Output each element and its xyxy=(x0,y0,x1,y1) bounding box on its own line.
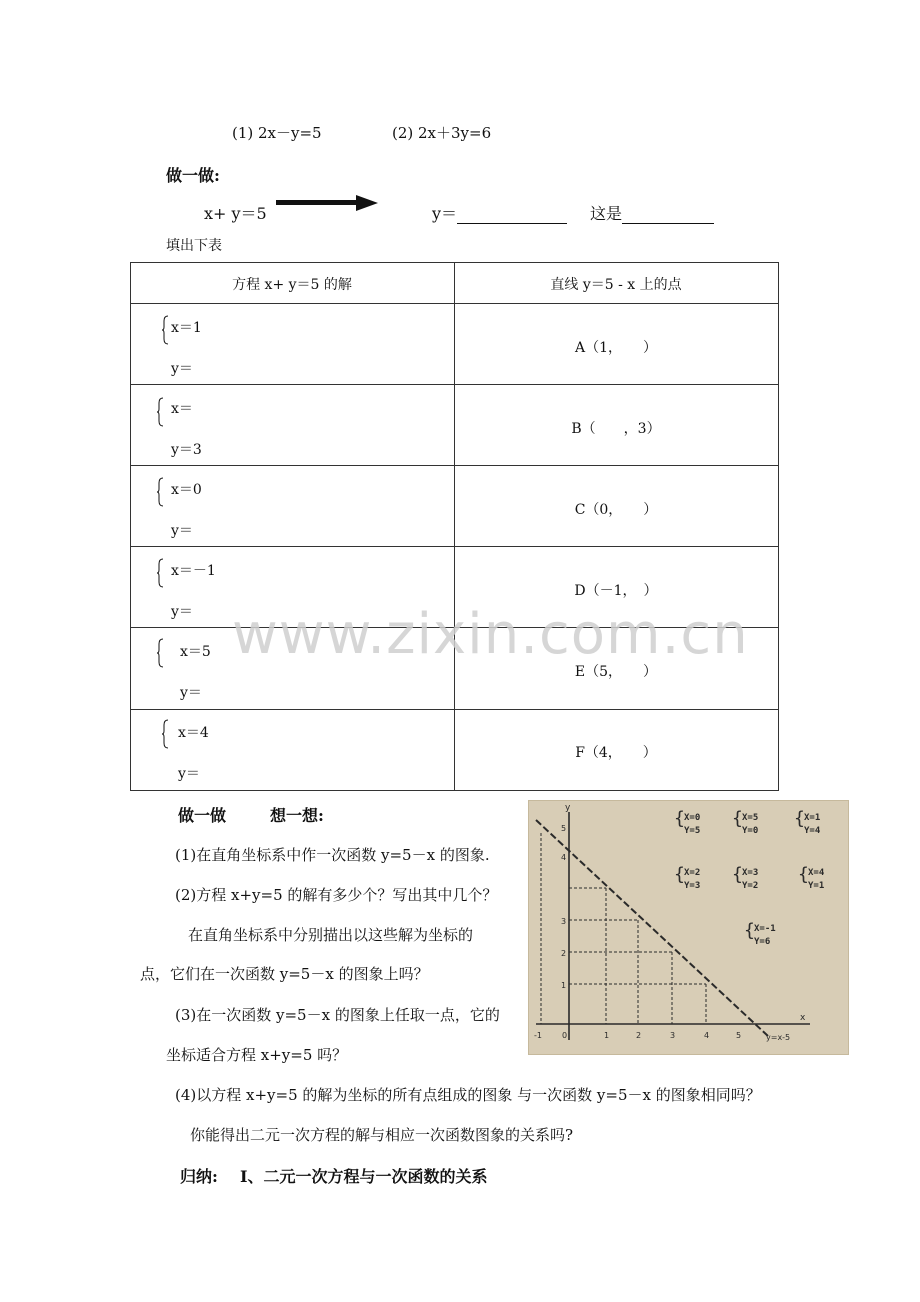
system-y: Y=3 xyxy=(684,881,701,891)
question-2b-line2: 点，它们在一次函数 y=5－x 的图象上吗？ xyxy=(140,965,429,983)
y-axis-label: y xyxy=(565,803,571,813)
point-b[interactable]: B（ ，3） xyxy=(571,421,661,437)
system-y: Y=1 xyxy=(808,881,825,891)
svg-text:{: { xyxy=(798,864,809,885)
line-label: y=x-5 xyxy=(766,1033,791,1042)
y-answer-blank[interactable] xyxy=(457,205,567,224)
equation-2: (2) 2x＋3y=6 xyxy=(392,124,492,142)
x-tick: 5 xyxy=(736,1031,742,1040)
question-1: (1)在直角坐标系中作一次函数 y=5－x 的图象. xyxy=(175,846,490,864)
point-f[interactable]: F（4， ） xyxy=(575,745,657,761)
system-x: X=2 xyxy=(684,868,701,878)
row6-y[interactable]: y＝ xyxy=(178,766,200,782)
summary-label: 归纳: xyxy=(180,1167,218,1186)
y-tick: 3 xyxy=(561,917,567,926)
svg-text:{: { xyxy=(744,920,755,941)
table-caption: 填出下表 xyxy=(166,238,222,254)
system-y: Y=5 xyxy=(684,826,701,836)
question-5: 你能得出二元一次方程的解与相应一次函数图象的关系吗? xyxy=(190,1126,574,1144)
system-x: X=1 xyxy=(804,813,821,823)
system-y: Y=4 xyxy=(804,826,821,836)
point-c[interactable]: C（0， ） xyxy=(574,502,658,518)
x-tick: 4 xyxy=(704,1031,710,1040)
row3-x: x＝0 xyxy=(171,482,202,498)
row2-y: y＝3 xyxy=(171,442,202,458)
point-a[interactable]: A（1， ） xyxy=(574,340,658,356)
y-prefix: y＝ xyxy=(432,204,458,223)
svg-text:{: { xyxy=(732,808,743,829)
left-brace-icon xyxy=(157,397,164,427)
equation-1: (1) 2x－y=5 xyxy=(232,124,322,142)
right-arrow-icon xyxy=(276,194,380,212)
left-brace-icon xyxy=(162,315,169,345)
row1-x: x＝1 xyxy=(171,320,202,336)
row5-x: x＝5 xyxy=(180,644,211,660)
x-tick: 3 xyxy=(670,1031,676,1040)
question-4: (4)以方程 x+y=5 的解为坐标的所有点组成的图象 与一次函数 y=5－x 的图象相同吗？ xyxy=(175,1086,761,1104)
point-d[interactable]: D（－1， ） xyxy=(574,583,658,599)
this-is-line xyxy=(590,201,714,224)
x-tick: -1 xyxy=(534,1031,542,1040)
graph-figure xyxy=(528,800,849,1055)
left-brace-icon xyxy=(157,638,164,668)
row3-y[interactable]: y＝ xyxy=(171,523,193,539)
this-is-blank[interactable] xyxy=(622,205,714,224)
row4-x: x＝－1 xyxy=(171,563,216,579)
do-it-heading: 做一做: xyxy=(166,166,220,185)
watermark: www.zixin.com.cn xyxy=(232,602,749,667)
svg-text:{: { xyxy=(794,808,805,829)
this-is-label: 这是 xyxy=(590,204,623,223)
y-tick: 4 xyxy=(561,853,567,862)
do-it-heading-2: 做一做 xyxy=(178,806,227,825)
system-y: Y=6 xyxy=(754,937,771,947)
solutions-table xyxy=(130,262,779,791)
y-tick: 1 xyxy=(561,981,567,990)
think-heading: 想一想: xyxy=(270,806,324,825)
row5-y[interactable]: y＝ xyxy=(180,685,202,701)
row1-y[interactable]: y＝ xyxy=(171,361,193,377)
question-3-line1: (3)在一次函数 y=5－x 的图象上任取一点，它的 xyxy=(175,1006,500,1024)
svg-text:{: { xyxy=(674,808,685,829)
x-tick: 2 xyxy=(636,1031,642,1040)
left-brace-icon xyxy=(157,558,164,588)
system-x: X=5 xyxy=(742,813,759,823)
x-axis-label: x xyxy=(800,1013,806,1023)
point-e[interactable]: E（5， ） xyxy=(574,664,658,680)
header-points: 直线 y＝5 - x 上的点 xyxy=(550,277,682,293)
system-x: X=4 xyxy=(808,868,825,878)
system-x: X=0 xyxy=(684,813,701,823)
system-x: X=-1 xyxy=(754,924,776,934)
system-y: Y=2 xyxy=(742,881,759,891)
system-x: X=3 xyxy=(742,868,759,878)
question-2: (2)方程 x+y=5 的解有多少个？写出其中几个？ xyxy=(175,886,498,904)
x-tick: 1 xyxy=(604,1031,610,1040)
summary-text: Ⅰ、二元一次方程与一次函数的关系 xyxy=(240,1167,488,1186)
x-tick: 0 xyxy=(562,1031,568,1040)
y-tick: 2 xyxy=(561,949,567,958)
question-3-line2: 坐标适合方程 x+y=5 吗？ xyxy=(166,1046,348,1064)
svg-text:{: { xyxy=(674,864,685,885)
y-tick: 5 xyxy=(561,824,567,833)
left-brace-icon xyxy=(162,719,169,749)
row6-x: x＝4 xyxy=(178,725,209,741)
left-brace-icon xyxy=(157,477,164,507)
question-2b-line1: 在直角坐标系中分别描出以这些解为坐标的 xyxy=(188,926,474,944)
y-fill-line xyxy=(432,201,567,224)
do-it-equation: x+ y＝5 xyxy=(204,204,267,223)
row4-y[interactable]: y＝ xyxy=(171,604,193,620)
svg-text:{: { xyxy=(732,864,743,885)
system-y: Y=0 xyxy=(742,826,759,836)
header-solutions: 方程 x+ y＝5 的解 xyxy=(232,277,352,293)
row2-x[interactable]: x＝ xyxy=(171,401,193,417)
